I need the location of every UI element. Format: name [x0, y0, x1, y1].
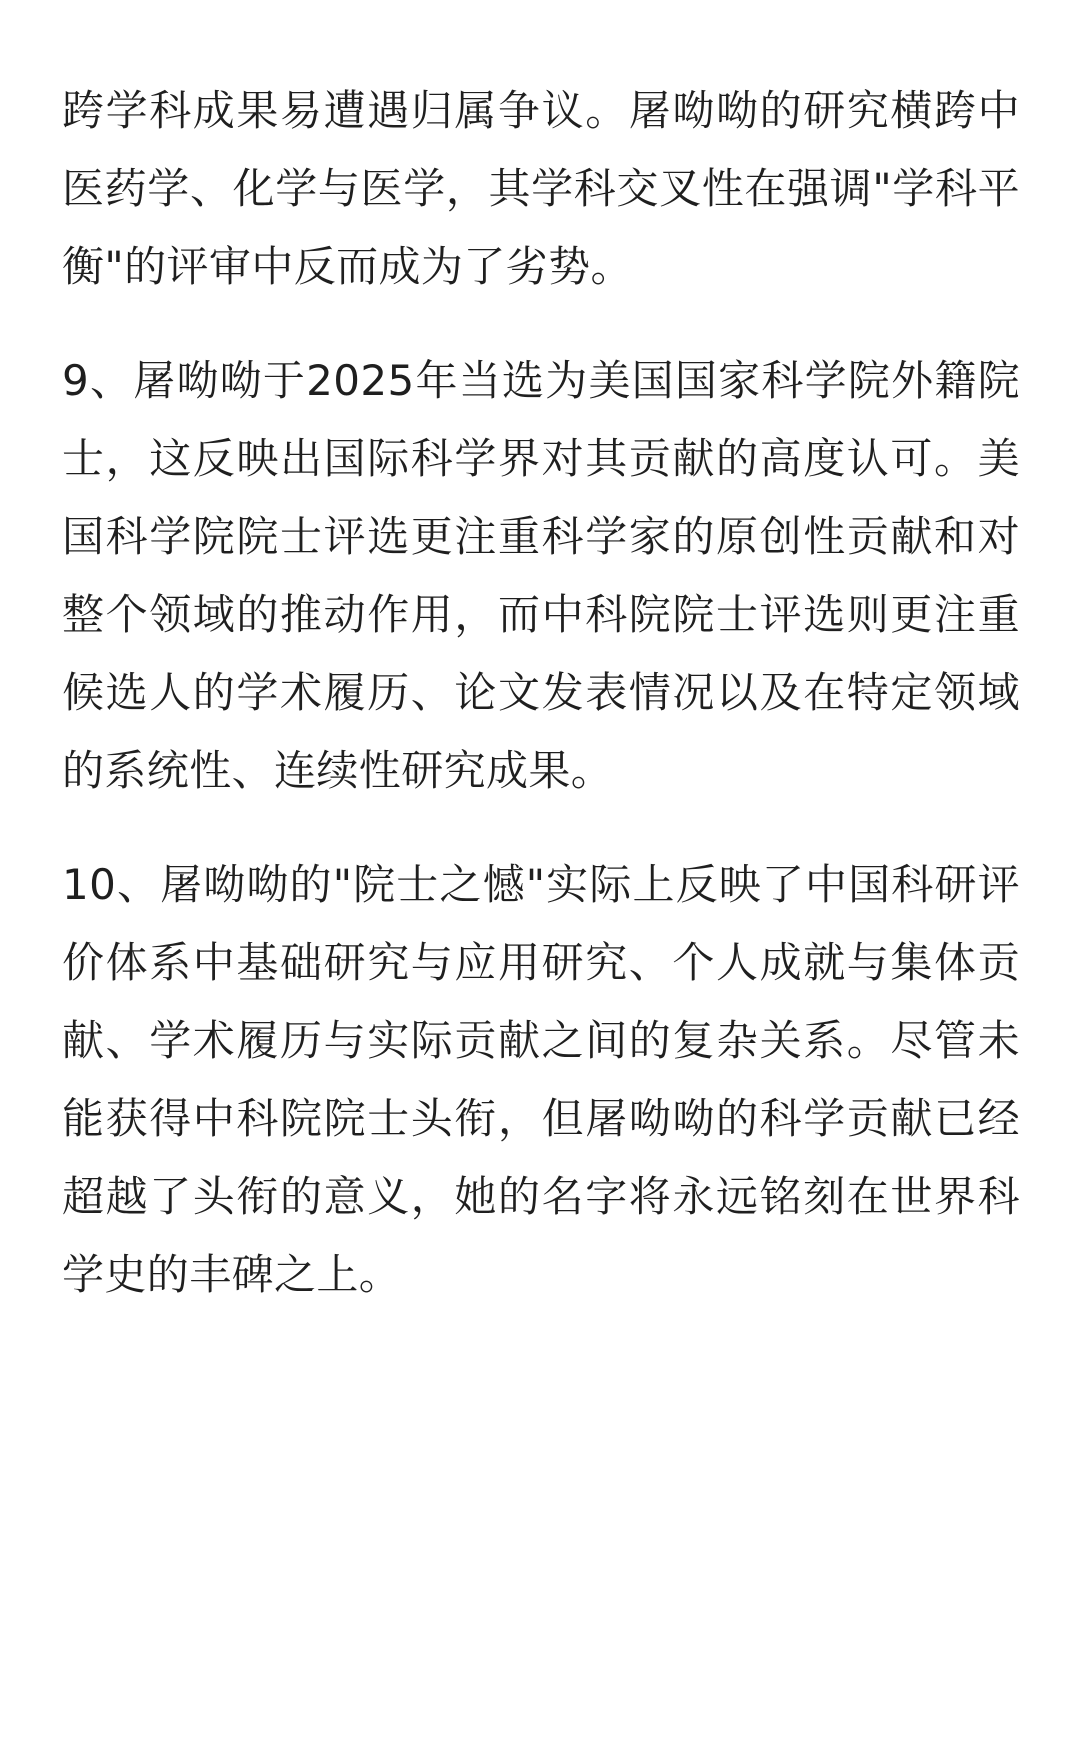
article-body [62, 72, 1020, 1314]
paragraph-disciplinary-dispute: 跨学科成果易遭遇归属争议。屠呦呦的研究横跨中医药学、化学与医学，其学科交叉性在强调"学科平衡"的评审中反而成为了劣势。 [62, 86, 1020, 291]
paragraph-point-10: 10、屠呦呦的"院士之憾"实际上反映了中国科研评价体系中基础研究与应用研究、个人成就与集体贡献、学术履历与实际贡献之间的复杂关系。尽管未能获得中科院院士头衔，但屠呦呦的科学贡献已经超越了头衔的意义，她的名字将永远铭刻在世界科学史的丰碑之上。 [62, 860, 1020, 1299]
paragraph-point-9: 9、屠呦呦于2025年当选为美国国家科学院外籍院士，这反映出国际科学界对其贡献的高度认可。美国科学院院士评选更注重科学家的原创性贡献和对整个领域的推动作用，而中科院院士评选则更注重候选人的学术履历、论文发表情况以及在特定领域的系统性、连续性研究成果。 [62, 356, 1020, 795]
